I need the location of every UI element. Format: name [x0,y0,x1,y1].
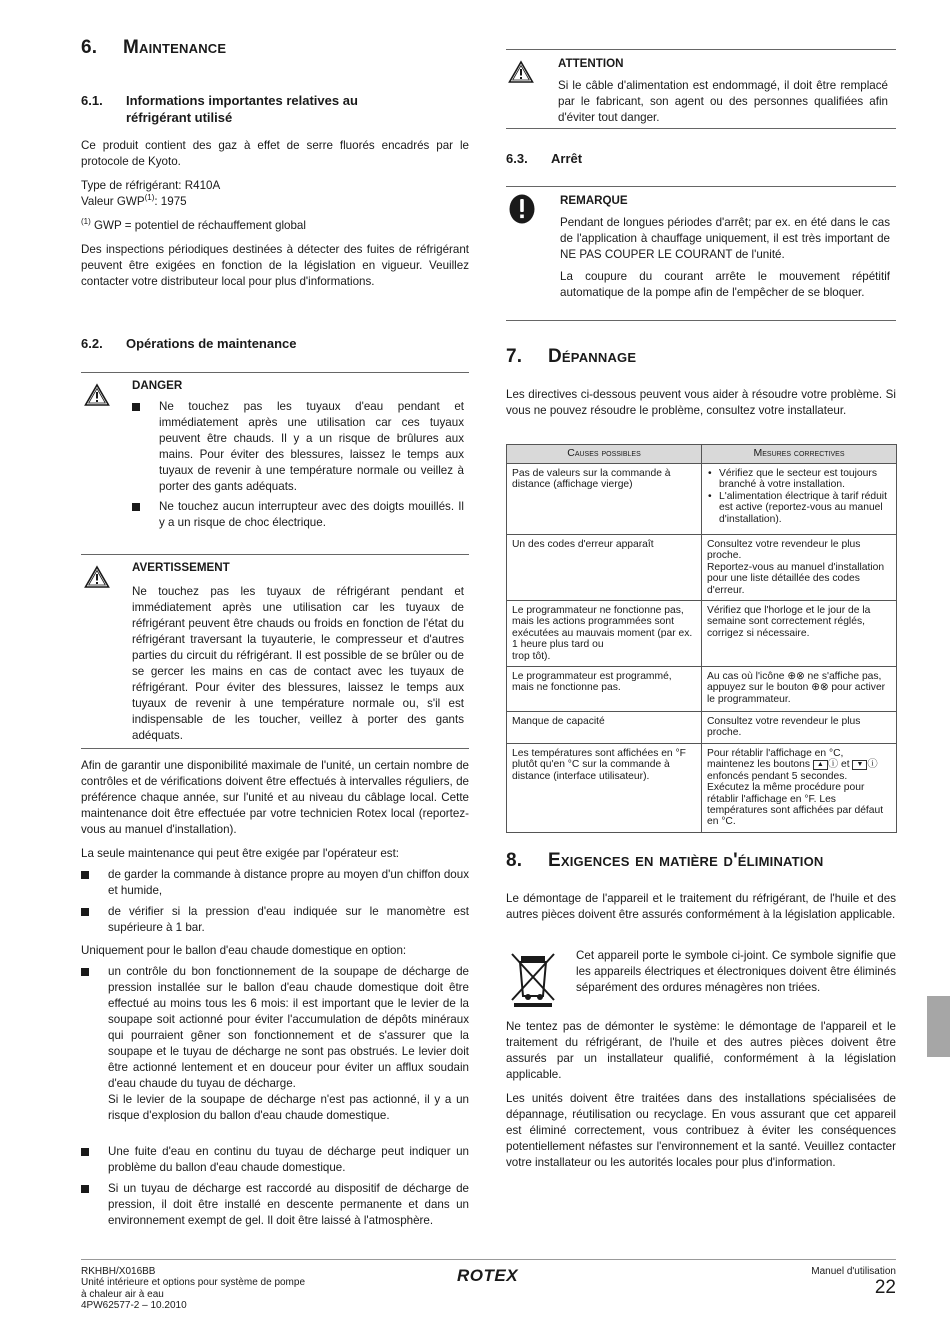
bullet-icon [132,403,140,411]
measure-cell: • Vérifiez que le secteur est toujours branché à votre installation. • L'alimentation électrique à tarif réduit est active (reportez-vous au manuel d'installation). [702,464,897,535]
symbol-paragraph: Cet appareil porte le symbole ci-joint. Ce symbole signifie que les appareils électriques et électroniques doivent être éliminés séparément des ordures ménagères non triées. [576,949,896,994]
manual-title: Manuel d'utilisation [811,1266,896,1277]
cause-cell: Un des codes d'erreur apparaît [507,535,702,601]
footer-right [811,1266,896,1299]
section-6-1-title: 6.1. Informations importantes relatives au réfrigérant utilisé [81,93,358,125]
document-number: 4PW62577-2 – 10.2010 [81,1300,187,1312]
warning-triangle-icon [508,60,534,84]
timer-icon: ⊕⊗ [811,682,829,694]
table-row [507,712,897,744]
danger-item: Ne touchez aucun interrupteur avec des doigts mouillés. Il y a un risque de choc électrique. [132,499,464,531]
cause-cell: Pas de valeurs sur la commande à distance (affichage vierge) [507,464,702,535]
divider [81,748,469,749]
dismantle-paragraph: Ne tentez pas de démonter le système: le démontage de l'appareil et le traitement du réfrigérant, de l'huile et des autres pièces doivent être assurés par un installateur qualifié, conformément à la législation applicable. [506,1020,896,1081]
remark-text: La coupure du courant arrête le mouvement répétitif automatique de la pompe afin de l'empêcher de se bloquer. [560,270,890,299]
bullet-icon [81,1185,89,1193]
rotex-logo: ROTEX [457,1266,519,1285]
refrigerant-info [81,178,469,210]
kyoto-paragraph: Ce produit contient des gaz à effet de serre fluorés encadrés par le protocole de Kyoto. [81,139,469,168]
page-number: 22 [874,1277,896,1299]
divider [506,49,896,50]
measure-cell: Consultez votre revendeur le plus proche. Reportez-vous au manuel d'installation pour une liste détaillée des codes d'erreur. [702,535,897,601]
section-6-3-title: 6.3. Arrêt [506,151,583,166]
warning-triangle-icon [84,383,110,407]
arrow-up-icon: ▲ [813,760,828,770]
divider [506,186,896,187]
divider [81,372,469,373]
header-causes: Causes possibles [507,445,702,464]
divider [506,320,896,321]
table-row [507,535,897,601]
bullet-icon [81,908,89,916]
exclamation-icon [509,194,535,224]
chapter-6-title: 6. Maintenance [81,37,227,58]
recycling-paragraph: Les unités doivent être traitées dans des installations spécialisées de dépannage, réutilisation ou recyclage. En vous assurant que cet appareil est éliminé correctement, vous contribuez à éviter les conséquences potentiellement néfastes sur l'environnement et la santé. Veuillez contacter votre installateur ou les autorités locales pour plus d'information. [506,1092,896,1169]
bullet-icon [81,871,89,879]
troubleshooting-table [506,444,897,833]
gwp-footnote: $^{(1)}$ GWP = potentiel de réchauffement global [81,217,306,232]
chapter-7-title: 7. Dépannage [506,346,637,367]
cause-cell: Les températures sont affichées en °F plutôt qu'en °C sur la commande à distance (interface utilisateur). [507,743,702,832]
section-6-2-title: 6.2. Opérations de maintenance [81,336,297,351]
availability-paragraph: Afin de garantir une disponibilité maximale de l'unité, un certain nombre de contrôles et de vérifications doivent être effectués à intervalles réguliers, de préférence chaque année, sur l'unité et au niveau du câblage local. Cette maintenance doit être effectuée par votre technicien Rotex local (reportez-vous au manuel d'installation). [81,759,469,836]
cause-cell: Le programmateur ne fonctionne pas, mais les actions programmées sont exécutées au mauvais moment (par ex. 1 heure plus tard ou trop tôt). [507,601,702,667]
side-tab [927,996,950,1057]
cause-cell: Le programmateur est programmé, mais ne fonctionne pas. [507,667,702,712]
table-row [507,667,897,712]
warning-text: Ne touchez pas les tuyaux de réfrigérant pendant et immédiatement après une utilisation car les tuyaux de réfrigérant peuvent être chauds ou froids en fonction de l'état du réfrigérant traversant la tuyauterie, le compresseur et d'autres parties du circuit du réfrigérant. Il est possible de se brûler ou de se gercer les mains en cas de contact avec les tuyaux de réfrigérant. Pour éviter des blessures, laissez le temps aux tuyaux de revenir à une température normale ou, s'il est indispensable de les toucher, veillez à porter des gants adéquats. [132,585,464,742]
warning-triangle-icon [84,565,110,589]
arrow-down-icon: ▼ [852,760,867,770]
attention-text: Si le câble d'alimentation est endommagé, il doit être remplacé par le fabricant, son agent ou des personnes qualifiées afin d'éviter tout danger. [558,79,888,124]
attention-title: ATTENTION [558,57,624,70]
dhw-item: Une fuite d'eau en continu du tuyau de décharge peut indiquer un problème du ballon d'eau chaude domestique. [81,1144,469,1176]
crossed-out-bin-icon [508,950,558,1008]
operator-item: de garder la commande à distance propre au moyen d'un chiffon doux et humide, [81,867,469,899]
disposal-paragraph: Le démontage de l'appareil et le traitement du réfrigérant, de l'huile et des autres pièces doivent être assurés conformément à la législation applicable. [506,892,896,921]
measure-cell: Pour rétablir l'affichage en °C, maintenez les boutons ▲ ⓘ et ▼ ⓘ enfoncés pendant 5 secondes. Exécutez la même procédure pour rétablir l'affichage en °F. Les températures sont affichées par défaut en °C. [702,743,897,832]
bullet-icon [81,968,89,976]
bullet-icon [132,503,140,511]
dhw-paragraph: Uniquement pour le ballon d'eau chaude domestique en option: [81,944,407,957]
dhw-item: un contrôle du bon fonctionnement de la soupape de décharge de pression installée sur le ballon d'eau chaude domestique doit être effectué au moins tous les 6 mois: il est important que le levier de la soupape soit actionné pour éviter l'accumulation de dépôts minéraux qui pourraient gêner son fonctionnement et de s'assurer que la soupape et le tuyau de décharge ne sont pas obstrués. Le levier doit être actionné lentement et en douceur pour éviter un afflux soudain d'eau chaude du tuyau de décharge. Si le levier de la soupape de décharge n'est pas actionné, il y a un risque d'explosion du ballon d'eau chaude domestique. [81,964,469,1124]
footer-left: RKHBH/X016BB Unité intérieure et options pour système de pompe à chaleur air à eau 4PW62577-2 – 10.2010 [81,1266,306,1312]
remark-text: Pendant de longues périodes d'arrêt; par ex. en été dans le cas de l'application à chauffage uniquement, il est très important de NE PAS COUPER LE COURANT de l'unité. [560,216,890,261]
measure-cell: Au cas où l'icône ⊕⊗ ne s'affiche pas, appuyez sur le bouton ⊕⊗ pour activer le programmateur. [702,667,897,712]
header-measures: Mesures correctives [702,445,897,464]
bullet-icon [81,1148,89,1156]
operator-item: de vérifier si la pression d'eau indiquée sur le manomètre est supérieure à 1 bar. [81,904,469,936]
model-number: RKHBH/X016BB [81,1266,156,1277]
divider [81,554,469,555]
measure-cell: Consultez votre revendeur le plus proche. [702,712,897,744]
footer-divider [81,1259,896,1260]
divider [506,128,896,129]
timer-icon: ⊕⊗ [787,671,805,683]
table-row [507,743,897,832]
table-row [507,601,897,667]
operator-paragraph: La seule maintenance qui peut être exigée par l'opérateur est: [81,847,400,860]
table-header [507,445,897,464]
refrigerant-type: Type de réfrigérant: R410A [81,179,221,192]
troubleshooting-intro: Les directives ci-dessous peuvent vous aider à résoudre votre problème. Si vous ne pouvez résoudre le problème, consultez votre installateur. [506,388,896,417]
measure-cell: Vérifiez que l'horloge et le jour de la semaine sont correctement réglés, corrigez si nécessaire. [702,601,897,667]
warning-title: AVERTISSEMENT [132,561,230,574]
table-row [507,464,897,535]
info-icon: ⓘ [827,759,839,771]
remark-title: REMARQUE [560,194,628,207]
gwp-value: Valeur GWP$^{(1)}$: 1975 [81,193,187,208]
danger-title: DANGER [132,379,183,392]
info-icon: ⓘ [867,759,878,771]
chapter-8-title: 8. Exigences en matière d'élimination [506,850,824,871]
danger-item: Ne touchez pas les tuyaux d'eau pendant et immédiatement après une utilisation car ces tuyaux peuvent être chauds. Il y a un risque de brûlures aux mains. Pour éviter des blessures, laissez le temps aux tuyaux de revenir à une température normale ou veillez à porter des gants adéquats. [132,399,464,495]
dhw-item: Si un tuyau de décharge est raccordé au dispositif de décharge de pression, il doit être installé en descente permanente et dans un environnement exempt de gel. Il doit être laissé à l'atmosphère. [81,1181,469,1229]
inspection-paragraph: Des inspections périodiques destinées à détecter des fuites de réfrigérant peuvent être exigées en fonction de la législation en vigueur. Veuillez contacter votre distributeur local pour plus d'informations. [81,243,469,288]
cause-cell: Manque de capacité [507,712,702,744]
